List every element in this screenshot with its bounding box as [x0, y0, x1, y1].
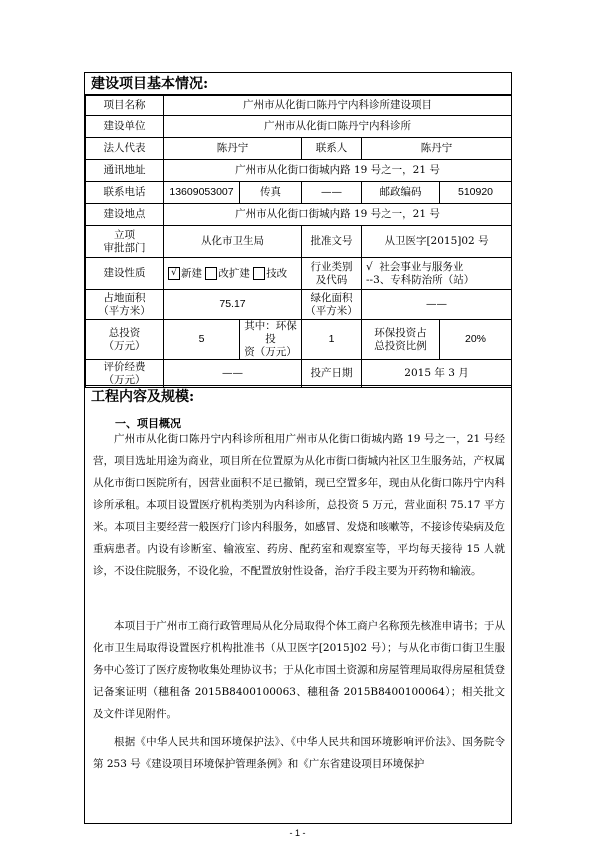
industry-line1: 社会事业与服务业 — [379, 260, 464, 273]
label-area — [86, 290, 164, 320]
label-approval-dept-line1: 立项 — [114, 228, 135, 241]
value-project-name: 广州市从化街口陈丹宁内科诊所建设项目 — [164, 96, 512, 116]
value-address: 广州市从化街口街城内路 19 号之一，21 号 — [164, 160, 512, 182]
label-fee-line1: 评价经费 — [103, 360, 146, 373]
value-unit: 广州市从化街口陈丹宁内科诊所 — [164, 116, 512, 138]
label-env-invest — [240, 320, 302, 360]
value-legal: 陈丹宁 — [164, 138, 302, 160]
label-fee — [86, 360, 164, 388]
value-fax: —— — [302, 182, 362, 204]
label-unit: 建设单位 — [86, 116, 164, 138]
value-fee: —— — [164, 360, 302, 388]
label-contact: 联系人 — [302, 138, 362, 160]
label-area-line2: （平方米） — [98, 304, 151, 317]
paragraph-regulations: 根据《中华人民共和国环境保护法》、《中华人民共和国环境影响评价法》、国务院令第 253 号《建设项目环境保护管理条例》和《广东省建设项目环境保护 — [93, 736, 505, 770]
paragraph-overview: 广州市从化街口陈丹宁内科诊所租用广州市从化街口街城内路 19 号之一，21 号经营，项目选址用途为商业，项目所在位置原为从化市街口街城内社区卫生服务站，产权属从化市街口医院所有，因营业面积不足已撤销，现已空置多年，现由从化街口陈丹宁内科诊所承租。本项目设置医疗机构类别为内科诊所，总投资 5 万元，营业面积 75.17 平方米。本项目主要经营一般医疗门诊内科服务，如感冒、发烧和咳嗽等，不接诊传染病及危重病患者。内设有诊断室、输液室、药房、配药室和观察室等，平均每天接待 15 人就诊，不设住院服务，不设化验，不配置放射性设备，治疗手段主要为开药物和输液。 — [93, 433, 505, 577]
value-approval-no: 从卫医字[2015]02 号 — [362, 226, 512, 258]
label-fee-line2: （万元） — [103, 373, 146, 386]
value-approval-dept: 从化市卫生局 — [164, 226, 302, 258]
label-env-ratio-line1: 环保投资占 — [374, 326, 427, 339]
checkbox-tech — [253, 267, 265, 280]
label-industry-line1: 行业类别 — [310, 260, 353, 273]
nature-tech-label: 技改 — [266, 267, 288, 280]
label-area-line1: 占地面积 — [103, 291, 146, 304]
nature-rebuild-label: 改扩建 — [218, 267, 250, 280]
subsection-title-overview: 一、项目概况 — [115, 417, 181, 430]
label-invest-line2: （万元） — [103, 339, 146, 352]
label-green-line2: （平方米） — [305, 304, 358, 317]
value-contact: 陈丹宁 — [362, 138, 512, 160]
paragraph-approvals: 本项目于广州市工商行政管理局从化分局取得个体工商户名称预先核准申请书；于从化市卫生局取得设置医疗机构批准书（从卫医字[2015]02 号）；与从化市街口街卫生服务中心签订了医疗废物收集处理协议书；于从化市国土资源和房屋管理局取得房屋租赁登记备案证明（穗租备 2015B8400100063、穗租备 2015B8400100064）；相关批文及文件详见附件。 — [93, 620, 505, 720]
label-zip: 邮政编码 — [362, 182, 440, 204]
value-env-invest: 1 — [302, 320, 362, 360]
label-env-invest-line2: 资（万元） — [244, 346, 297, 358]
label-project-name: 项目名称 — [86, 96, 164, 116]
label-invest-line1: 总投资 — [108, 326, 141, 339]
checkbox-rebuild — [205, 267, 217, 280]
section-title-basic: 建设项目基本情况: — [85, 73, 511, 95]
label-env-ratio-line2: 总投资比例 — [374, 339, 427, 352]
value-phone: 13609053007 — [164, 182, 240, 204]
value-area: 75.17 — [164, 290, 302, 320]
value-nature — [164, 258, 302, 290]
label-industry — [302, 258, 362, 290]
label-address: 通讯地址 — [86, 160, 164, 182]
page-number: - 1 - — [289, 828, 306, 838]
industry-line2: --3、专科防治所（站） — [366, 273, 475, 286]
label-fax: 传真 — [240, 182, 302, 204]
section-title-scope: 工程内容及规模: — [85, 385, 511, 407]
value-green: —— — [362, 290, 512, 320]
label-approval-no: 批准文号 — [302, 226, 362, 258]
label-green — [302, 290, 362, 320]
value-industry — [362, 258, 512, 290]
label-phone: 联系电话 — [86, 182, 164, 204]
label-operate: 投产日期 — [302, 360, 362, 388]
value-invest: 5 — [164, 320, 240, 360]
label-green-line1: 绿化面积 — [310, 291, 353, 304]
label-env-invest-line1: 其中：环保投 — [244, 320, 297, 345]
label-invest — [86, 320, 164, 360]
label-env-ratio — [362, 320, 440, 360]
label-approval-dept-line2: 审批部门 — [103, 241, 146, 254]
form-frame — [84, 72, 512, 824]
label-site: 建设地点 — [86, 204, 164, 226]
checkbox-new-checked: √ — [168, 267, 180, 280]
basic-info-table — [85, 95, 512, 388]
value-env-ratio: 20% — [440, 320, 512, 360]
nature-new-label: 新建 — [181, 267, 202, 280]
label-approval-dept — [86, 226, 164, 258]
label-legal: 法人代表 — [86, 138, 164, 160]
value-site: 广州市从化街口街城内路 19 号之一，21 号 — [164, 204, 512, 226]
label-industry-line2: 及代码 — [315, 273, 348, 286]
value-zip: 510920 — [440, 182, 512, 204]
industry-check-mark: √ — [366, 260, 373, 273]
value-operate: 2015 年 3 月 — [362, 360, 512, 388]
label-nature: 建设性质 — [86, 258, 164, 290]
